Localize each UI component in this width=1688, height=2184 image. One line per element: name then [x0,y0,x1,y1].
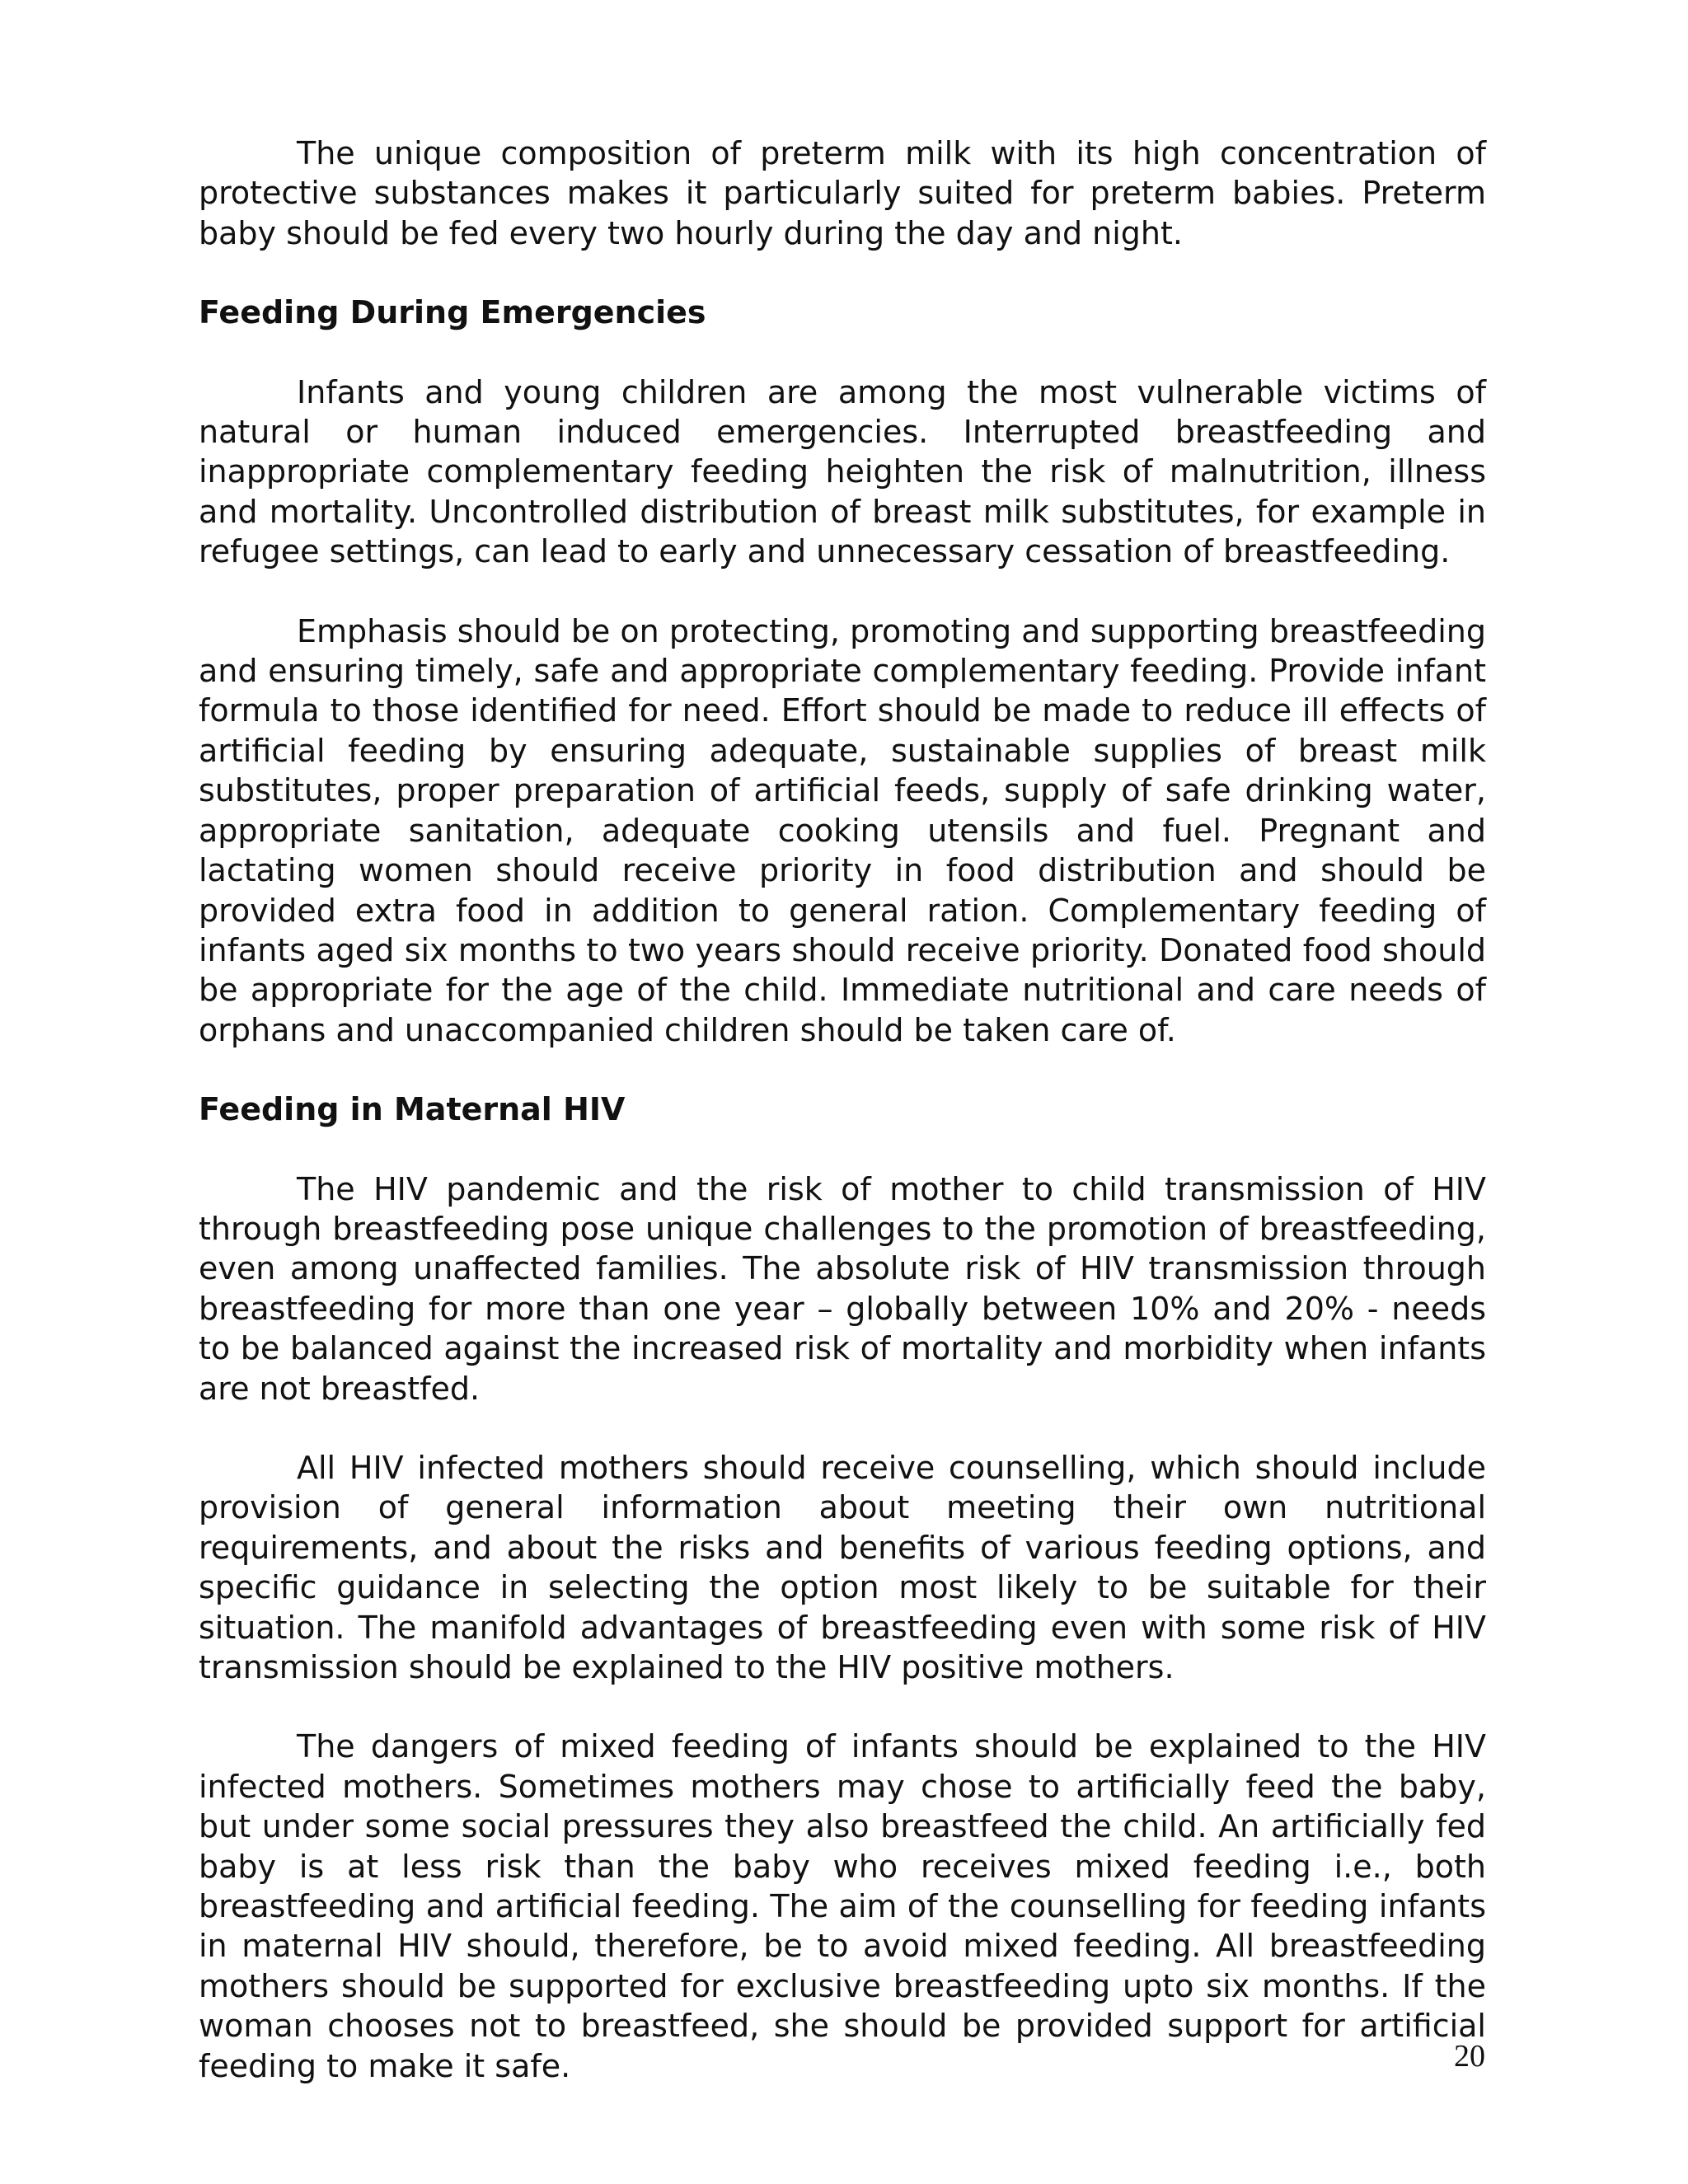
paragraph-spacer [199,1687,1486,1727]
hiv-counselling-paragraph: All HIV infected mothers should receive counselling, which should include provision of general information about meeting their own nutritional requirements, and about the risks and benefits of various feeding options, and specific guidance in selecting the option most likely to be suitable for their situation. The manifold advantages of breastfeeding even with some risk of HIV transmission should be explained to the HIV positive mothers. [199,1449,1486,1685]
emergency-feeding-guidance-paragraph: Emphasis should be on protecting, promoting and supporting breastfeeding and ensuring timely, safe and appropriate complementary feeding. Provide infant formula to those identified for need. Effort should be made to reduce ill effects of artificial feeding by ensuring adequate, sustainable supplies of breast milk substitutes, proper preparation of artificial feeds, supply of safe drinking water, appropriate sanitation, adequate cooking utensils and fuel. Pregnant and lactating women should receive priority in food distribution and should be provided extra food in addition to general ration. Complementary feeding of infants aged six months to two years should receive priority. Donated food should be appropriate for the age of the child. Immediate nutritional and care needs of orphans and unaccompanied children should be taken care of. [199,612,1486,1048]
paragraph-spacer [199,333,1486,373]
preterm-milk-paragraph: The unique composition of preterm milk with its high concentration of protective substances makes it particularly suited for preterm babies. Preterm baby should be fed every two hourly during the day and night. [199,135,1486,251]
page-content [199,134,1486,2086]
paragraph-spacer [199,1130,1486,1169]
feeding-in-maternal-hiv-heading: Feeding in Maternal HIV [199,1091,626,1128]
feeding-during-emergencies-heading: Feeding During Emergencies [199,294,706,331]
paragraph-spacer [199,1408,1486,1448]
hiv-transmission-risk-paragraph: The HIV pandemic and the risk of mother to child transmission of HIV through breastfeeding pose unique challenges to the promotion of breastfeeding, even among unaffected families. The absolute risk of HIV transmission through breastfeeding for more than one year – globally between 10% and 20% - needs to be balanced against the increased risk of mortality and morbidity when infants are not breastfed. [199,1170,1486,1407]
emergencies-vulnerability-paragraph: Infants and young children are among the most vulnerable victims of natural or human induced emergencies. Interrupted breastfeeding and inappropriate complementary feeding heighten the risk of malnutrition, illness and mortality. Uncontrolled distribution of breast milk substitutes, for example in refugee settings, can lead to early and unnecessary cessation of breastfeeding. [199,373,1486,570]
page-number: 20 [1454,2039,1485,2074]
paragraph-spacer [199,1050,1486,1090]
paragraph-spacer [199,253,1486,293]
paragraph-spacer [199,572,1486,612]
mixed-feeding-paragraph: The dangers of mixed feeding of infants should be explained to the HIV infected mothers. Sometimes mothers may chose to artificially feed the baby, but under some social pressures they also breastfeed the child. An artificially fed baby is at less risk than the baby who receives mixed feeding i.e., both breastfeeding and artificial feeding. The aim of the counselling for feeding infants in maternal HIV should, therefore, be to avoid mixed feeding. All breastfeeding mothers should be supported for exclusive breastfeeding upto six months. If the woman chooses not to breastfeed, she should be provided support for artificial feeding to make it safe. [199,1728,1486,2084]
